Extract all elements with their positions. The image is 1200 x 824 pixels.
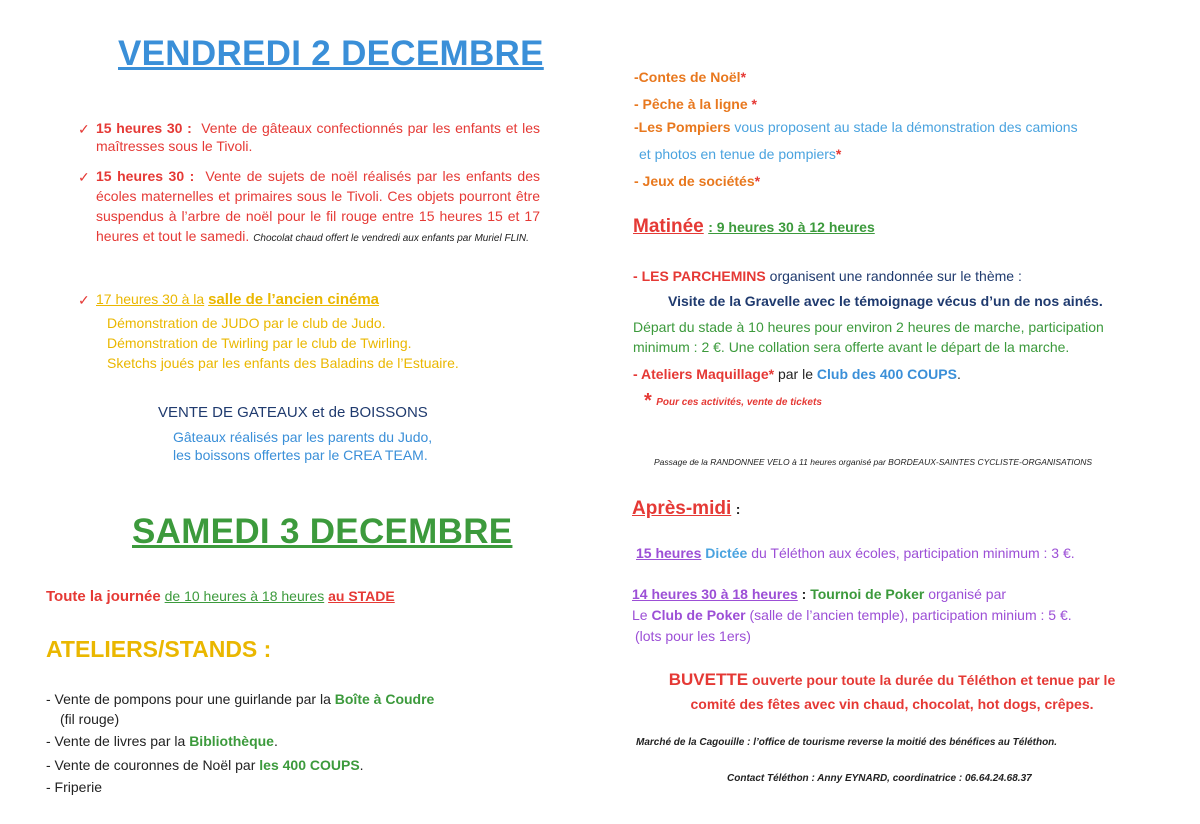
friday-title: VENDREDI 2 DECEMBRE [118, 34, 544, 73]
stand-pompiers [634, 114, 1078, 141]
contact-note: Contact Téléthon : Anny EYNARD, coordinatrice : 06.64.24.68.37 [727, 773, 1032, 784]
poker-line-2 [632, 605, 1072, 626]
dictee-text: du Téléthon aux écoles, participation minimum : 3 €. [751, 545, 1075, 561]
demo-twirling: Démonstration de Twirling par le club de Twirling. [107, 335, 412, 351]
pompiers-text: vous proposent au stade la démonstration des camions [734, 119, 1078, 135]
poker-line-1 [632, 584, 1072, 605]
all-day-line [46, 587, 395, 606]
stand-pompons [46, 688, 434, 710]
asterisk-icon: * [644, 390, 652, 412]
friday-item-3 [78, 290, 556, 309]
buvette-line-2: comité des fêtes avec vin chaud, chocolat, hot dogs, crêpes. [690, 696, 1094, 712]
stand-jeux: - Jeux de sociétés* [634, 173, 761, 189]
stands-continued [634, 64, 1078, 195]
dictee-line [636, 544, 1075, 562]
visite-line: Visite de la Gravelle avec le témoignage vécus d’un de nos ainés. [668, 293, 1103, 309]
buvette-block [622, 668, 1162, 716]
marche-note: Marché de la Cagouille : l’office de tourisme reverse la moitié des bénéfices au Téléthon. [636, 737, 1058, 748]
sale-line-1: Gâteaux réalisés par les parents du Judo, [173, 429, 433, 445]
stand-org: les 400 COUPS [259, 757, 360, 773]
stand-text: - Vente de livres par la [46, 733, 186, 749]
saturday-title: SAMEDI 3 DECEMBRE [132, 512, 513, 551]
stand-peche: - Pêche à la ligne * [634, 96, 757, 112]
buvette-text: ouverte pour toute la durée du Téléthon et tenue par le [751, 672, 1116, 688]
poker-time: 14 heures 30 à 18 heures [632, 586, 798, 602]
stand-pompons-cont: (fil rouge) [60, 711, 120, 727]
friday-item-2 [78, 166, 541, 249]
apresmidi-colon: : [735, 501, 741, 517]
poker-details: (salle de l’ancien temple), participation minium : 5 €. [749, 607, 1072, 623]
poker-text: organisé par [928, 586, 1007, 602]
stand-text: - Vente de pompons pour une guirlande par la [46, 691, 331, 707]
ateliers-label: - Ateliers Maquillage [633, 366, 769, 382]
stand-friperie: - Friperie [46, 779, 103, 795]
tickets-note [644, 390, 822, 413]
matinee-heading [633, 216, 875, 238]
sale-heading: VENTE DE GATEAUX et de BOISSONS [158, 404, 428, 421]
check-icon: ✓ [78, 169, 90, 185]
parchemins-text: organisent une randonnée sur le thème : [769, 268, 1022, 284]
dictee-time: 15 heures [636, 545, 702, 561]
stand-org: Bibliothèque [189, 733, 274, 749]
stands-title: ATELIERS/STANDS : [46, 636, 272, 662]
asterisk-icon: * [740, 69, 747, 85]
stand-livres [46, 730, 434, 752]
item-text: Vente de gâteaux confectionnés par les enfants et les maîtresses sous le Tivoli. [96, 120, 541, 154]
check-icon: ✓ [78, 292, 90, 308]
all-day-hours: de 10 heures à 18 heures [164, 588, 325, 604]
all-day-label: Toute la journée [46, 588, 161, 605]
matinee-hours: : 9 heures 30 à 12 heures [708, 219, 875, 235]
depart-line-2: minimum : 2 €. Une collation sera offerte avant le départ de la marche. [633, 339, 1070, 355]
depart-line-1: Départ du stade à 10 heures pour environ 2 heures de marche, participation [633, 319, 1104, 335]
velo-note: Passage de la RANDONNEE VELO à 11 heures organisé par BORDEAUX-SAINTES CYCLISTE-ORGANISATIONS [654, 457, 1093, 467]
poker-name: Tournoi de Poker [810, 586, 925, 602]
poker-le: Le [632, 607, 648, 623]
item-text: Vente de sujets de noël réalisés par les enfants des écoles maternelles et primaires sous le Tivoli. Ces objets pourront être suspendus à l’arbre de noël pour le fil rouge entre 15 heures 15 et 17 heures et tout le samedi. [96, 168, 541, 244]
buvette-name: BUVETTE [668, 670, 749, 689]
stand-text: - Vente de couronnes de Noël par [46, 757, 256, 773]
stand-end: . [359, 757, 364, 773]
ateliers-org: Club des 400 COUPS [816, 366, 957, 382]
stand-pompiers-cont: et photos en tenue de pompiers* [639, 146, 842, 162]
parchemins-line [633, 267, 1022, 285]
stand-org: Boîte à Coudre [334, 691, 435, 707]
parchemins-org: LES PARCHEMINS [641, 268, 766, 284]
stand-end: . [273, 733, 278, 749]
asterisk-icon: * [751, 96, 757, 112]
apresmidi-heading [632, 498, 740, 520]
matinee-label: Matinée [633, 216, 704, 237]
all-day-place: au STADE [328, 588, 395, 604]
poker-org: Club de Poker [651, 607, 746, 623]
item-time: 17 heures 30 à la [96, 291, 205, 307]
pompiers-org: -Les Pompiers [634, 119, 731, 135]
ateliers-par: par le [777, 366, 813, 382]
item-time: 15 heures 30 : [96, 120, 192, 136]
check-icon: ✓ [78, 121, 90, 137]
stands-list [46, 688, 434, 798]
poker-line-3: (lots pour les 1ers) [635, 628, 751, 644]
dictee-name: Dictée [705, 545, 748, 561]
depart-text [633, 317, 1104, 357]
buvette-line-1 [622, 668, 1162, 692]
poker-block [632, 584, 1072, 647]
item-place: salle de l’ancien cinéma [208, 291, 380, 308]
sale-details [173, 428, 432, 464]
demo-judo: Démonstration de JUDO par le club de Judo. [107, 315, 386, 331]
sketchs: Sketchs joués par les enfants des Baladins de l’Estuaire. [107, 355, 459, 371]
asterisk-icon: * [754, 173, 761, 189]
apresmidi-label: Après-midi [632, 498, 732, 519]
ateliers-line [633, 365, 961, 383]
friday-item-1 [78, 119, 541, 155]
asterisk-icon: * [835, 146, 842, 162]
item-note: Chocolat chaud offert le vendredi aux enfants par Muriel FLIN. [253, 233, 529, 244]
sale-line-2: les boissons offertes par le CREA TEAM. [173, 447, 428, 463]
item-time: 15 heures 30 : [96, 168, 195, 184]
ateliers-end: . [956, 366, 961, 382]
asterisk-icon: * [768, 366, 775, 382]
stand-couronnes [46, 754, 434, 776]
poker-colon: : [801, 586, 807, 602]
dash: - [633, 268, 638, 284]
tickets-text: Pour ces activités, vente de tickets [656, 397, 822, 408]
friday-item-3-lines [107, 313, 459, 373]
stand-contes: -Contes de Noël* [634, 69, 747, 85]
